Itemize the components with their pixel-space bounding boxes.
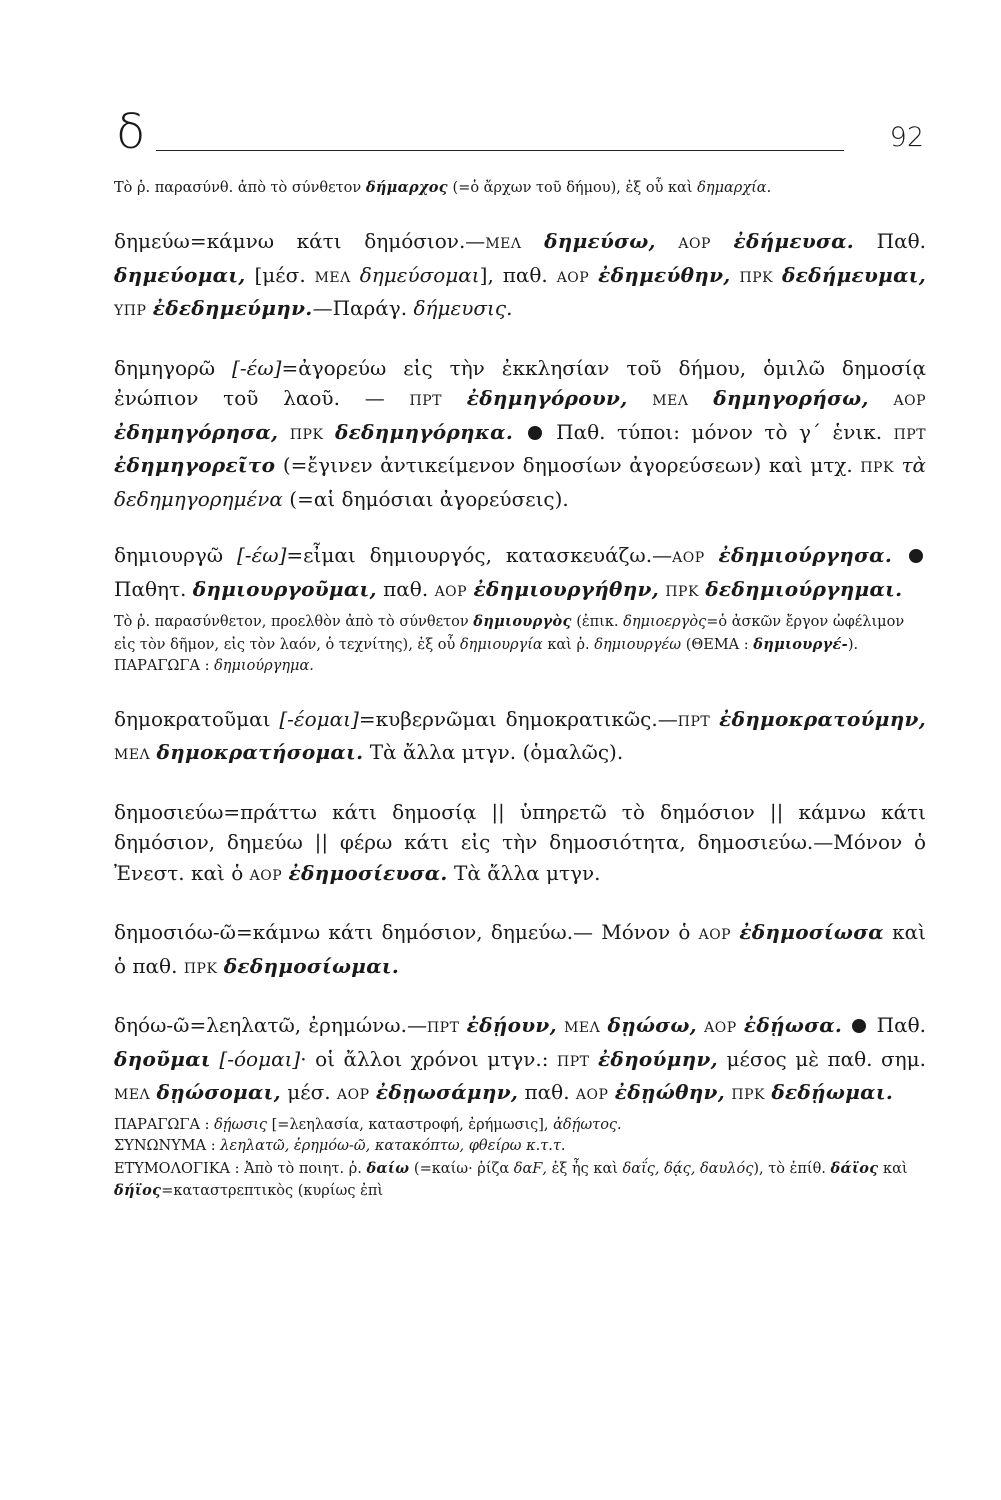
bullet-icon — [852, 1019, 866, 1033]
entry-demosieuo: δημοσιεύω=πράττω κάτι δημοσίᾳ || ὑπηρετῶ τὸ δημόσιον || κάμνω κάτι δημόσιον, δημεύω || φέρω κάτι εἰς τὴν δημοσιότητα, δημοσιεύω.—Μόνον ὁ Ἐνεστ. καὶ ὁ ΑΟΡ ἐδημοσίευσα. Τὰ ἄλλα μτγν. — [114, 799, 926, 885]
header-rule — [156, 150, 844, 151]
entry-demosioo: δημοσιόω-ῶ=κάμνω κάτι δημόσιον, δημεύω.— Μόνον ὁ ΑΟΡ ἐδημοσίωσα καὶ ὁ παθ. ΠΡΚ δεδημοσίωμαι. — [114, 920, 926, 978]
entry-demokratoumai: δημοκρατοῦμαι [-έομαι]=κυβερνῶμαι δημοκρατικῶς.—ΠΡΤ ἐδημοκρατούμην, ΜΕΛ δημοκρατήσομαι. Τὰ ἄλλα μτγν. (ὁμαλῶς). — [114, 706, 927, 764]
entry-demiourgo-note: Τὸ ῥ. παρασύνθετον, προελθὸν ἀπὸ τὸ σύνθετον δημιουργὸς (ἐπικ. δημιοεργὸς=ὁ ἀσκῶν ἔργον ὠφέλιμον εἰς τὸν δῆμον, εἰς τὸν λαόν, ὁ τεχνίτης), ἐξ οὗ δημιουργία καὶ ῥ. δημιουργέω (ΘΕΜΑ : δημιουργέ-). ΠΑΡΑΓΩΓΑ : δημιούργημα. — [114, 613, 905, 674]
bullet-icon — [528, 426, 542, 440]
entry-deioo-note: ΠΑΡΑΓΩΓΑ : δῄωσις [=λεηλασία, καταστροφή, ἐρήμωσις], ἀδῄωτος. ΣΥΝΩΝΥΜΑ : λεηλατῶ, ἐρημόω-ῶ, κατακόπτω, φθείρω κ.τ.τ. ΕΤΥΜΟΛΟΓΙΚΑ : Ἀπὸ τὸ ποιητ. ῥ. δαίω (=καίω· ῥίζα δαϜ, ἐξ ἧς καὶ δαΐς, δᾴς, δαυλός), τὸ ἐπίθ. δάϊος καὶ δήϊος=καταστρεπτικὸς (κυρίως ἐπὶ — [114, 1116, 908, 1199]
entry-deioo: δηόω-ῶ=λεηλατῶ, ἐρημώνω.—ΠΡΤ ἐδῄουν, ΜΕΛ δῃώσω, ΑΟΡ ἐδῄωσα. Παθ. δηοῦμαι [-όομαι]· οἱ ἄλλοι χρόνοι μτγν.: ΠΡΤ ἐδηούμην, μέσος μὲ παθ. σημ. ΜΕΛ δῃώσομαι, μέσ. ΑΟΡ ἐδῃωσάμην, παθ. ΑΟΡ ἐδῃώθην, ΠΡΚ δεδῄωμαι. — [114, 1013, 927, 1104]
intro-note: Τὸ ῥ. παρασύνθ. ἀπὸ τὸ σύνθετον δήμαρχος (=ὁ ἄρχων τοῦ δήμου), ἐξ οὗ καὶ δημαρχία. — [114, 179, 772, 196]
entry-demegoro: δημηγορῶ [-έω]=ἀγορεύω εἰς τὴν ἐκκλησίαν τοῦ δήμου, ὁμιλῶ δημοσίᾳ ἐνώπιον τοῦ λαοῦ. — ΠΡΤ ἐδημηγόρουν, ΜΕΛ δημηγορήσω, ΑΟΡ ἐδημηγόρησα, ΠΡΚ δεδημηγόρηκα. Παθ. τύποι: μόνον τὸ γ΄ ἑνικ. ΠΡΤ ἐδημηγορεῖτο (=ἔγινεν ἀντικείμενον δημοσίων ἀγορεύσεων) καὶ μτχ. ΠΡΚ τὰ δεδημηγορημένα (=αἱ δημόσιαι ἀγορεύσεις). — [114, 355, 927, 511]
entry-demiourgo: δημιουργῶ [-έω]=εἶμαι δημιουργός, κατασκευάζω.—ΑΟΡ ἐδημιούργησα. Παθητ. δημιουργοῦμαι, παθ. ΑΟΡ ἐδημιουργήθην, ΠΡΚ δεδημιούργημαι. — [114, 540, 926, 607]
page-header — [116, 104, 924, 160]
page-content — [114, 176, 926, 1203]
entry-demeuo: δημεύω=κάμνω κάτι δημόσιον.—ΜΕΛ δημεύσω, ΑΟΡ ἐδήμευσα. Παθ. δημεύομαι, [μέσ. ΜΕΛ δημεύσομαι], παθ. ΑΟΡ ἐδημεύθην, ΠΡΚ δεδήμευμαι, ΥΠΡ ἐδεδημεύμην.—Παράγ. δήμευσις. — [114, 229, 927, 320]
page-number: 92 — [889, 122, 924, 153]
bullet-icon — [909, 549, 923, 563]
section-letter: δ — [116, 104, 146, 160]
